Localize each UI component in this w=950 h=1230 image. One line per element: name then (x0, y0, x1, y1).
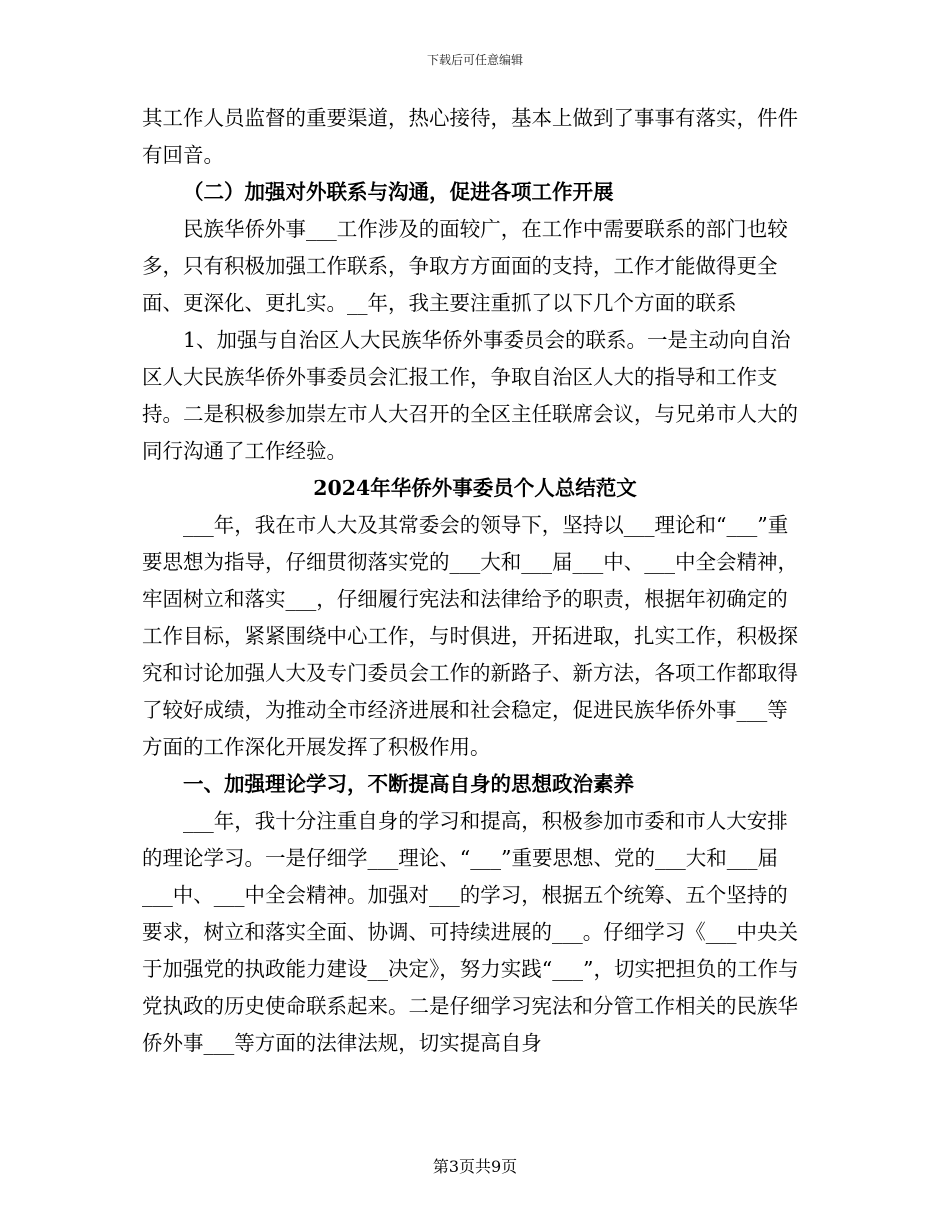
section-heading-2: （二）加强对外联系与沟通，促进各项工作开展 (183, 180, 614, 204)
paragraph-5: ___年，我十分注重自身的学习和提高，积极参加市委和市人大安排的理论学习。一是仔细学___理论、“___”重要思想、党的___大和___届___中、___中全会精神。加强对___的学习，根据五个统筹、五个坚持的要求，树立和落实全面、协调、可持续进展的___。仔细学习《___中央关于加强党的执政能力建设__决定》，努力实践“___”，切实把担负的工作与党执政的历史使命联系起来。二是仔细学习宪法和分管工作相关的民族华侨外事___等方面的法律法规，切实提高自身 (142, 809, 799, 1055)
paragraph-4: ___年，我在市人大及其常委会的领导下，坚持以___理论和“___”重要思想为指导，仔细贯彻落实党的___大和___届___中、___中全会精神，牢固树立和落实___，仔细履行宪法和法律给予的职责，根据年初确定的工作目标，紧紧围绕中心工作，与时俱进，开拓进取，扎实工作，积极探究和讨论加强人大及专门委员会工作的新路子、新方法，各项工作都取得了较好成绩，为推动全市经济进展和社会稳定，促进民族华侨外事___等方面的工作深化开展发挥了积极作用。 (142, 513, 798, 759)
page-header-note: 下载后可任意编辑 (426, 53, 523, 67)
paragraph-1: 其工作人员监督的重要渠道，热心接待，基本上做到了事事有落实，件件有回音。 (142, 106, 798, 167)
paragraph-3: 1、加强与自治区人大民族华侨外事委员会的联系。一是主动向自治区人大民族华侨外事委员会汇报工作，争取自治区人大的指导和工作支持。二是积极参加崇左市人大召开的全区主任联席会议，与兄弟市人大的同行沟通了工作经验。 (142, 328, 798, 463)
document-body (142, 100, 808, 1062)
page-footer: 第3页共9页 (432, 1157, 518, 1176)
paragraph-2: 民族华侨外事___工作涉及的面较广，在工作中需要联系的部门也较多，只有积极加强工作联系，争取方方面面的支持，工作才能做得更全面、更深化、更扎实。__年，我主要注重抓了以下几个方面的联系 (142, 217, 788, 315)
document-title: 2024年华侨外事委员个人总结范文 (313, 476, 637, 500)
section-heading-1: 一、加强理论学习，不断提高自身的思想政治素养 (183, 772, 634, 796)
